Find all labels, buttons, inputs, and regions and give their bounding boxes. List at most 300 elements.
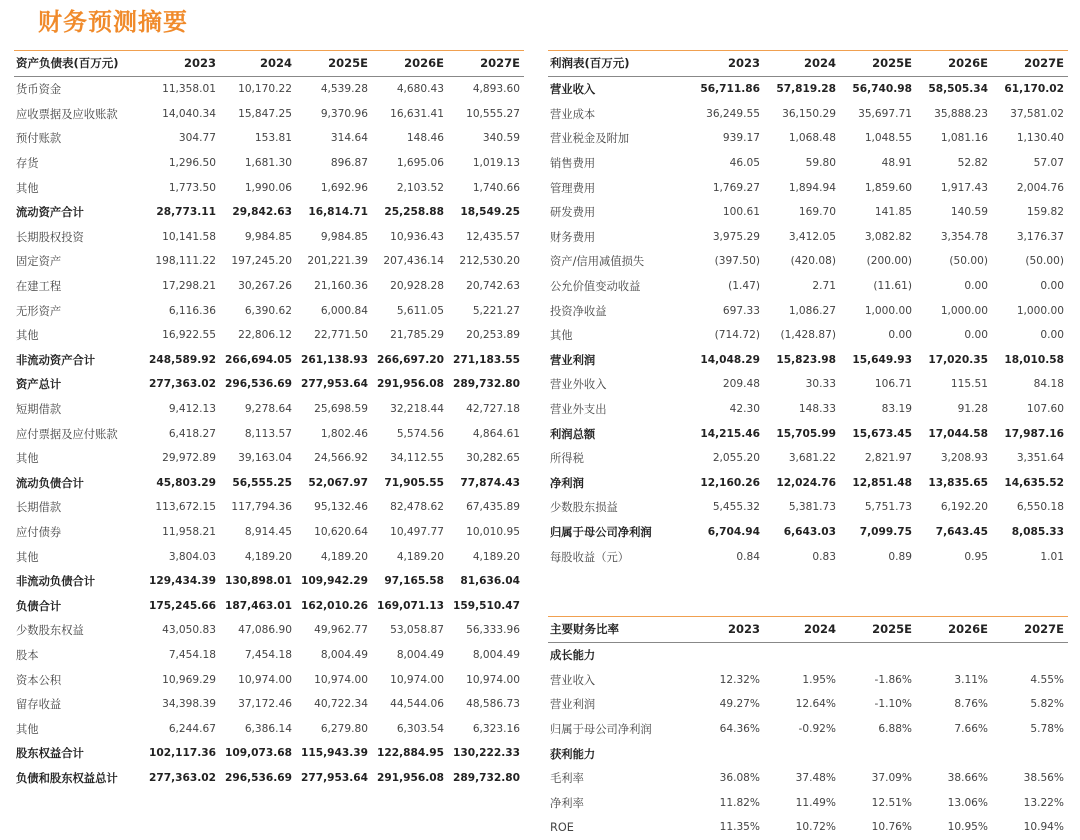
value-cell: -0.92% bbox=[798, 723, 836, 736]
row-label: 无形资产 bbox=[16, 304, 62, 318]
value-cell: 6,116.36 bbox=[168, 304, 216, 317]
row-label: 资产/信用减值损失 bbox=[550, 255, 645, 269]
value-cell: 9,984.85 bbox=[320, 230, 368, 243]
value-cell: 11,958.21 bbox=[162, 525, 216, 538]
value-cell: 122,884.95 bbox=[376, 747, 444, 760]
value-cell: 153.81 bbox=[254, 132, 292, 145]
table-row bbox=[548, 544, 1068, 569]
value-cell: 3,681.22 bbox=[788, 452, 836, 465]
value-cell: 8,004.49 bbox=[320, 648, 368, 661]
table-row bbox=[548, 298, 1068, 323]
value-cell: 277,953.64 bbox=[300, 378, 368, 391]
value-cell: 5,751.73 bbox=[864, 501, 912, 514]
value-cell: 10.94% bbox=[1023, 821, 1064, 834]
table-row bbox=[548, 421, 1068, 446]
value-cell: 14,635.52 bbox=[1004, 476, 1064, 489]
row-label: 负债合计 bbox=[16, 599, 62, 613]
value-cell: 2.71 bbox=[812, 280, 836, 293]
value-cell: 277,363.02 bbox=[148, 771, 216, 784]
value-cell: 10,141.58 bbox=[162, 230, 216, 243]
row-label: 每股收益（元） bbox=[550, 550, 630, 564]
value-cell: 21,785.29 bbox=[390, 329, 444, 342]
row-label: 少数股东权益 bbox=[16, 624, 84, 638]
value-cell: 9,984.85 bbox=[244, 230, 292, 243]
value-cell: 0.00 bbox=[964, 329, 988, 342]
value-cell: 10,497.77 bbox=[390, 525, 444, 538]
table-row bbox=[548, 766, 1068, 791]
value-cell: 289,732.80 bbox=[452, 771, 520, 784]
value-cell: 3,208.93 bbox=[940, 452, 988, 465]
value-cell: 115,943.39 bbox=[300, 747, 368, 760]
table-header-row bbox=[548, 617, 1068, 643]
value-cell: 697.33 bbox=[722, 304, 760, 317]
value-cell: -1.86% bbox=[874, 673, 912, 686]
value-cell: 266,694.05 bbox=[224, 353, 292, 366]
table-row bbox=[548, 175, 1068, 200]
value-cell: 59.80 bbox=[805, 157, 836, 170]
value-cell: 1,769.27 bbox=[712, 181, 760, 194]
value-cell: 6,192.20 bbox=[940, 501, 988, 514]
value-cell: 1,048.55 bbox=[864, 132, 912, 145]
value-cell: 141.85 bbox=[874, 206, 912, 219]
value-cell: 261,138.93 bbox=[300, 353, 368, 366]
table-row bbox=[548, 249, 1068, 274]
value-cell: 187,463.01 bbox=[224, 599, 292, 612]
value-cell: 15,847.25 bbox=[238, 107, 292, 120]
value-cell: 10.76% bbox=[871, 821, 912, 834]
table-row bbox=[548, 372, 1068, 397]
value-cell: 1,802.46 bbox=[320, 427, 368, 440]
value-cell: 1,692.96 bbox=[320, 181, 368, 194]
value-cell: 16,814.71 bbox=[308, 206, 368, 219]
value-cell: 30.33 bbox=[805, 378, 836, 391]
value-cell bbox=[840, 741, 916, 766]
value-cell: 277,953.64 bbox=[300, 771, 368, 784]
value-cell: 291,956.08 bbox=[376, 771, 444, 784]
year-column-header: 2026E bbox=[916, 51, 992, 77]
value-cell: 30,282.65 bbox=[466, 452, 520, 465]
row-label: 归属于母公司净利润 bbox=[550, 525, 652, 539]
value-cell: 6,279.80 bbox=[320, 722, 368, 735]
value-cell: 12,851.48 bbox=[852, 476, 912, 489]
value-cell: 15,705.99 bbox=[776, 427, 836, 440]
value-cell: 129,434.39 bbox=[148, 575, 216, 588]
value-cell bbox=[992, 741, 1068, 766]
value-cell: 48,586.73 bbox=[466, 698, 520, 711]
value-cell: 8,004.49 bbox=[472, 648, 520, 661]
value-cell: 49,962.77 bbox=[314, 624, 368, 637]
value-cell: 4,189.20 bbox=[320, 550, 368, 563]
value-cell: 12,160.26 bbox=[700, 476, 760, 489]
table-row bbox=[548, 741, 1068, 766]
row-label: 在建工程 bbox=[16, 280, 62, 294]
value-cell: 10,969.29 bbox=[162, 673, 216, 686]
value-cell: 95,132.46 bbox=[314, 501, 368, 514]
table-row bbox=[548, 791, 1068, 816]
table-row bbox=[14, 495, 524, 520]
value-cell: 148.33 bbox=[798, 403, 836, 416]
value-cell: 12.32% bbox=[719, 673, 760, 686]
value-cell: 38.56% bbox=[1023, 772, 1064, 785]
row-label: 固定资产 bbox=[16, 255, 62, 269]
row-label: 获利能力 bbox=[550, 747, 596, 761]
value-cell: 45,803.29 bbox=[156, 476, 216, 489]
value-cell: 148.46 bbox=[406, 132, 444, 145]
table-row bbox=[548, 151, 1068, 176]
value-cell: 277,363.02 bbox=[148, 378, 216, 391]
table-row bbox=[14, 225, 524, 250]
table-row bbox=[14, 175, 524, 200]
table-header-row bbox=[548, 51, 1068, 77]
table-row bbox=[14, 569, 524, 594]
table-row bbox=[14, 249, 524, 274]
table-header-row bbox=[14, 51, 524, 77]
row-label: 净利润 bbox=[550, 476, 584, 490]
value-cell: 38.66% bbox=[947, 772, 988, 785]
value-cell bbox=[764, 643, 840, 668]
value-cell: 6,303.54 bbox=[396, 722, 444, 735]
value-cell: 197,245.20 bbox=[231, 255, 292, 268]
value-cell: 3,804.03 bbox=[168, 550, 216, 563]
table-row bbox=[548, 717, 1068, 742]
value-cell: 25,698.59 bbox=[314, 403, 368, 416]
row-label: 营业外支出 bbox=[550, 403, 607, 417]
table-row bbox=[548, 348, 1068, 373]
table-title-header: 主要财务比率 bbox=[548, 617, 688, 643]
year-column-header: 2023 bbox=[688, 617, 764, 643]
value-cell: 1,773.50 bbox=[168, 181, 216, 194]
value-cell: 6,643.03 bbox=[783, 525, 836, 538]
value-cell: 56,711.86 bbox=[700, 83, 760, 96]
value-cell: 34,112.55 bbox=[390, 452, 444, 465]
value-cell: 10,974.00 bbox=[466, 673, 520, 686]
page-title: 财务预测摘要 bbox=[38, 8, 188, 36]
value-cell: 29,842.63 bbox=[232, 206, 292, 219]
value-cell: 58,505.34 bbox=[928, 83, 988, 96]
value-cell: 40,722.34 bbox=[314, 698, 368, 711]
row-label: 资本公积 bbox=[16, 673, 62, 687]
value-cell: 1.01 bbox=[1040, 550, 1064, 563]
row-label: 公允价值变动收益 bbox=[550, 280, 641, 294]
year-column-header: 2027E bbox=[992, 617, 1068, 643]
value-cell: 3,351.64 bbox=[1016, 452, 1064, 465]
table-row bbox=[548, 200, 1068, 225]
value-cell: 71,905.55 bbox=[384, 476, 444, 489]
value-cell: 25,258.88 bbox=[384, 206, 444, 219]
value-cell: 130,222.33 bbox=[452, 747, 520, 760]
row-label: 应付债券 bbox=[16, 525, 62, 539]
value-cell: 109,942.29 bbox=[300, 575, 368, 588]
table-row bbox=[14, 643, 524, 668]
value-cell: 113,672.15 bbox=[155, 501, 216, 514]
value-cell: 36,249.55 bbox=[706, 107, 760, 120]
value-cell: 39,163.04 bbox=[238, 452, 292, 465]
value-cell: 896.87 bbox=[330, 157, 368, 170]
value-cell: 11.49% bbox=[795, 796, 836, 809]
value-cell: 1,086.27 bbox=[788, 304, 836, 317]
value-cell bbox=[840, 643, 916, 668]
year-column-header: 2025E bbox=[296, 51, 372, 77]
value-cell: 48.91 bbox=[881, 157, 912, 170]
value-cell: 81,636.04 bbox=[460, 575, 520, 588]
value-cell: (420.08) bbox=[790, 255, 836, 268]
value-cell: 271,183.55 bbox=[452, 353, 520, 366]
value-cell: 11.35% bbox=[719, 821, 760, 834]
value-cell: 20,928.28 bbox=[390, 280, 444, 293]
row-label: 负债和股东权益总计 bbox=[16, 771, 118, 785]
value-cell: 8,004.49 bbox=[396, 648, 444, 661]
year-column-header: 2024 bbox=[764, 617, 840, 643]
table-row bbox=[548, 225, 1068, 250]
value-cell: 10,974.00 bbox=[314, 673, 368, 686]
value-cell: 17,044.58 bbox=[928, 427, 988, 440]
row-label: 其他 bbox=[16, 452, 39, 466]
value-cell: 15,673.45 bbox=[852, 427, 912, 440]
value-cell: 5,611.05 bbox=[396, 304, 444, 317]
value-cell: 20,742.63 bbox=[466, 280, 520, 293]
row-label: ROE bbox=[550, 820, 574, 834]
value-cell: 102,117.36 bbox=[148, 747, 216, 760]
table-row bbox=[14, 421, 524, 446]
row-label: 流动资产合计 bbox=[16, 206, 84, 220]
row-label: 管理费用 bbox=[550, 181, 596, 195]
value-cell bbox=[688, 741, 764, 766]
value-cell: 1,296.50 bbox=[168, 157, 216, 170]
table-row bbox=[548, 323, 1068, 348]
value-cell: 56,740.98 bbox=[852, 83, 912, 96]
value-cell: (200.00) bbox=[866, 255, 912, 268]
value-cell: 109,073.68 bbox=[224, 747, 292, 760]
value-cell: 100.61 bbox=[722, 206, 760, 219]
table-row bbox=[14, 151, 524, 176]
value-cell: 82,478.62 bbox=[390, 501, 444, 514]
year-column-header: 2026E bbox=[372, 51, 448, 77]
value-cell: 84.18 bbox=[1033, 378, 1064, 391]
value-cell: (397.50) bbox=[714, 255, 760, 268]
value-cell: 18,010.58 bbox=[1004, 353, 1064, 366]
table-row bbox=[14, 593, 524, 618]
value-cell: 10,170.22 bbox=[238, 83, 292, 96]
row-label: 其他 bbox=[16, 181, 39, 195]
row-label: 流动负债合计 bbox=[16, 476, 84, 490]
value-cell: 5.82% bbox=[1030, 698, 1064, 711]
value-cell: 57,819.28 bbox=[776, 83, 836, 96]
value-cell: 5,381.73 bbox=[788, 501, 836, 514]
row-label: 营业税金及附加 bbox=[550, 132, 630, 146]
value-cell: 4,189.20 bbox=[244, 550, 292, 563]
value-cell: 42,727.18 bbox=[466, 403, 520, 416]
value-cell: 37,172.46 bbox=[238, 698, 292, 711]
value-cell: 1,917.43 bbox=[940, 181, 988, 194]
table-row bbox=[14, 667, 524, 692]
value-cell: 12.64% bbox=[795, 698, 836, 711]
value-cell: 340.59 bbox=[482, 132, 520, 145]
value-cell: 12.51% bbox=[871, 796, 912, 809]
value-cell: 939.17 bbox=[722, 132, 760, 145]
table-row bbox=[548, 495, 1068, 520]
value-cell: 18,549.25 bbox=[460, 206, 520, 219]
value-cell: 36,150.29 bbox=[782, 107, 836, 120]
row-label: 归属于母公司净利润 bbox=[550, 723, 652, 737]
value-cell: 4.55% bbox=[1030, 673, 1064, 686]
value-cell: 8,914.45 bbox=[244, 525, 292, 538]
table-row bbox=[548, 102, 1068, 127]
value-cell: 7,454.18 bbox=[244, 648, 292, 661]
table-row bbox=[548, 126, 1068, 151]
value-cell: 22,806.12 bbox=[238, 329, 292, 342]
value-cell: (50.00) bbox=[1025, 255, 1064, 268]
value-cell: 37,581.02 bbox=[1010, 107, 1064, 120]
table-row bbox=[14, 544, 524, 569]
row-label: 少数股东损益 bbox=[550, 501, 618, 515]
value-cell: 52,067.97 bbox=[308, 476, 368, 489]
value-cell: 6,386.14 bbox=[244, 722, 292, 735]
value-cell: 296,536.69 bbox=[224, 771, 292, 784]
value-cell: 30,267.26 bbox=[238, 280, 292, 293]
value-cell: 67,435.89 bbox=[466, 501, 520, 514]
value-cell: 304.77 bbox=[178, 132, 216, 145]
value-cell: 6,390.62 bbox=[244, 304, 292, 317]
row-label: 营业收入 bbox=[550, 83, 596, 97]
value-cell bbox=[916, 643, 992, 668]
value-cell: 5.78% bbox=[1030, 723, 1064, 736]
value-cell: 1,695.06 bbox=[396, 157, 444, 170]
row-label: 成长能力 bbox=[550, 649, 596, 663]
row-label: 资产总计 bbox=[16, 378, 62, 392]
value-cell: 4,864.61 bbox=[472, 427, 520, 440]
value-cell: 1,681.30 bbox=[244, 157, 292, 170]
value-cell: 6,244.67 bbox=[168, 722, 216, 735]
value-cell: 209.48 bbox=[722, 378, 760, 391]
value-cell: 8,085.33 bbox=[1011, 525, 1064, 538]
value-cell: 7,454.18 bbox=[168, 648, 216, 661]
value-cell bbox=[992, 643, 1068, 668]
year-column-header: 2024 bbox=[764, 51, 840, 77]
value-cell: 0.84 bbox=[736, 550, 760, 563]
value-cell: 1,894.94 bbox=[788, 181, 836, 194]
value-cell bbox=[688, 643, 764, 668]
value-cell: 212,530.20 bbox=[459, 255, 520, 268]
table-row bbox=[14, 274, 524, 299]
financial-ratios-table bbox=[548, 616, 1068, 840]
value-cell: 0.00 bbox=[1040, 329, 1064, 342]
value-cell: 1,081.16 bbox=[940, 132, 988, 145]
row-label: 营业收入 bbox=[550, 673, 596, 687]
value-cell: 1,019.13 bbox=[472, 157, 520, 170]
table-title-header: 利润表(百万元) bbox=[548, 51, 688, 77]
row-label: 非流动负债合计 bbox=[16, 575, 96, 589]
row-label: 非流动资产合计 bbox=[16, 353, 96, 367]
value-cell: 56,333.96 bbox=[466, 624, 520, 637]
value-cell: (714.72) bbox=[714, 329, 760, 342]
year-column-header: 2025E bbox=[840, 51, 916, 77]
value-cell: 17,987.16 bbox=[1004, 427, 1064, 440]
value-cell: 296,536.69 bbox=[224, 378, 292, 391]
value-cell: 43,050.83 bbox=[162, 624, 216, 637]
value-cell: 8,113.57 bbox=[244, 427, 292, 440]
value-cell: 14,215.46 bbox=[700, 427, 760, 440]
table-row bbox=[14, 372, 524, 397]
table-row bbox=[548, 643, 1068, 668]
value-cell: 35,888.23 bbox=[934, 107, 988, 120]
value-cell: 314.64 bbox=[330, 132, 368, 145]
value-cell: 49.27% bbox=[719, 698, 760, 711]
value-cell: 289,732.80 bbox=[452, 378, 520, 391]
value-cell: 159.82 bbox=[1026, 206, 1064, 219]
table-row bbox=[14, 520, 524, 545]
value-cell: 1,990.06 bbox=[244, 181, 292, 194]
value-cell: 5,221.27 bbox=[472, 304, 520, 317]
value-cell: 8.76% bbox=[954, 698, 988, 711]
table-row bbox=[548, 471, 1068, 496]
value-cell: 2,055.20 bbox=[712, 452, 760, 465]
value-cell: 0.00 bbox=[1040, 280, 1064, 293]
row-label: 股本 bbox=[16, 648, 39, 662]
row-label: 其他 bbox=[16, 550, 39, 564]
value-cell: 61,170.02 bbox=[1004, 83, 1064, 96]
table-row bbox=[548, 668, 1068, 693]
row-label: 长期股权投资 bbox=[16, 230, 84, 244]
value-cell: 36.08% bbox=[719, 772, 760, 785]
year-column-header: 2027E bbox=[992, 51, 1068, 77]
value-cell: 15,649.93 bbox=[852, 353, 912, 366]
value-cell: 14,040.34 bbox=[162, 107, 216, 120]
table-row bbox=[14, 126, 524, 151]
value-cell: 3,412.05 bbox=[788, 230, 836, 243]
value-cell: 17,298.21 bbox=[162, 280, 216, 293]
value-cell: 159,510.47 bbox=[452, 599, 520, 612]
row-label: 营业利润 bbox=[550, 698, 596, 712]
value-cell: 7,643.45 bbox=[935, 525, 988, 538]
value-cell: 10,010.95 bbox=[466, 525, 520, 538]
value-cell: 7,099.75 bbox=[859, 525, 912, 538]
value-cell: 107.60 bbox=[1026, 403, 1064, 416]
value-cell: 6,000.84 bbox=[320, 304, 368, 317]
value-cell: 42.30 bbox=[729, 403, 760, 416]
value-cell: 2,004.76 bbox=[1016, 181, 1064, 194]
value-cell: 52.82 bbox=[957, 157, 988, 170]
table-row bbox=[14, 298, 524, 323]
value-cell bbox=[764, 741, 840, 766]
value-cell: 10.95% bbox=[947, 821, 988, 834]
value-cell: 16,631.41 bbox=[390, 107, 444, 120]
value-cell: 117,794.36 bbox=[231, 501, 292, 514]
value-cell: 3,082.82 bbox=[864, 230, 912, 243]
value-cell: 10,620.64 bbox=[314, 525, 368, 538]
table-row bbox=[548, 274, 1068, 299]
value-cell: 53,058.87 bbox=[390, 624, 444, 637]
year-column-header: 2026E bbox=[916, 617, 992, 643]
value-cell: 201,221.39 bbox=[307, 255, 368, 268]
value-cell: 248,589.92 bbox=[148, 353, 216, 366]
value-cell: 4,189.20 bbox=[472, 550, 520, 563]
table-row bbox=[14, 692, 524, 717]
table-title-header: 资产负债表(百万元) bbox=[14, 51, 144, 77]
value-cell: 29,972.89 bbox=[162, 452, 216, 465]
value-cell: 4,539.28 bbox=[320, 83, 368, 96]
value-cell: 0.00 bbox=[888, 329, 912, 342]
year-column-header: 2023 bbox=[144, 51, 220, 77]
table-row bbox=[14, 323, 524, 348]
value-cell: 0.95 bbox=[964, 550, 988, 563]
value-cell: 4,189.20 bbox=[396, 550, 444, 563]
table-row bbox=[14, 446, 524, 471]
value-cell: 83.19 bbox=[881, 403, 912, 416]
value-cell: 5,455.32 bbox=[712, 501, 760, 514]
table-row bbox=[14, 200, 524, 225]
row-label: 应付票据及应付账款 bbox=[16, 427, 118, 441]
value-cell: 24,566.92 bbox=[314, 452, 368, 465]
